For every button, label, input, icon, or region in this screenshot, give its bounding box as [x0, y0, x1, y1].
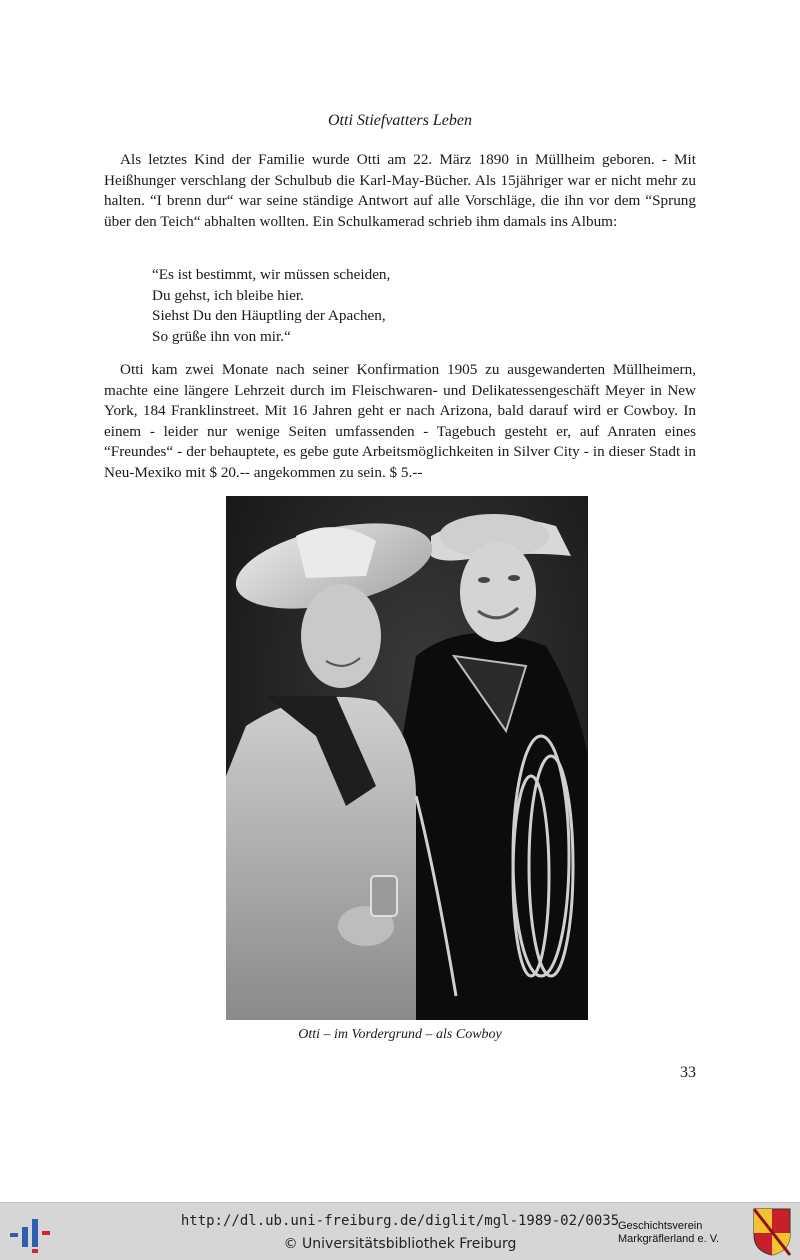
poem-line: So grüße ihn von mir.“: [152, 327, 291, 345]
poem: [152, 265, 390, 347]
poem-line: “Es ist bestimmt, wir müssen scheiden,: [152, 266, 391, 283]
society-line: Markgräflerland e. V.: [618, 1233, 720, 1245]
coat-of-arms-icon: [752, 1207, 792, 1257]
document-url-link[interactable]: http://dl.ub.uni-freiburg.de/diglit/mgl-1989-02/0035: [180, 1213, 620, 1229]
cowboy-photo: [226, 496, 588, 1020]
running-title: Otti Stiefvatters Leben: [328, 112, 472, 129]
paragraph-2: [104, 360, 696, 483]
society-name: [618, 1220, 752, 1246]
page-number: 33: [680, 1064, 696, 1081]
paragraph-1: [104, 150, 696, 232]
footer-bar: [0, 1202, 800, 1260]
society-line: Geschichtsverein: [618, 1220, 703, 1232]
cowboy-photo-illustration: [226, 496, 588, 1020]
poem-line: Siehst Du den Häuptling der Apachen,: [152, 307, 386, 324]
paragraph-1-text: Als letztes Kind der Familie wurde Otti am 22. März 1890 in Müllheim geboren. - Mit Heißhunger verschlang der Schulbub die Karl-May-Bücher. Als 15jähriger war er nicht mehr zu halten. “I brenn dur“ war seine ständige Antwort auf alle Vorschläge, die ihn vor dem “Sprung über den Teich“ abhalten wollten. Ein Schulkamerad schrieb ihm damals ins Album:: [104, 151, 696, 230]
photo-caption: Otti – im Vordergrund – als Cowboy: [298, 1027, 502, 1042]
paragraph-2-text: Otti kam zwei Monate nach seiner Konfirmation 1905 zu ausgewanderten Müllheimern, machte eine längere Lehrzeit durch im Fleischwaren- und Delikatessengeschäft Meyer in New York, 184 Franklinstreet. Mit 16 Jahren geht er nach Arizona, bald darauf wird er Cowboy. In einem - leider nur wenige Seiten umfassenden - Tagebuch gesteht er, auf Anraten eines “Freundes“ - der behauptete, es gebe gute Arbeitsmöglichkeiten in Silver City - in dieser Stadt in Neu-Mexiko mit $ 20.-- angekommen zu sein. $ 5.--: [104, 361, 696, 481]
poem-line: Du gehst, ich bleibe hier.: [152, 286, 304, 304]
copyright-notice: © Universitätsbibliothek Freiburg: [283, 1236, 517, 1252]
